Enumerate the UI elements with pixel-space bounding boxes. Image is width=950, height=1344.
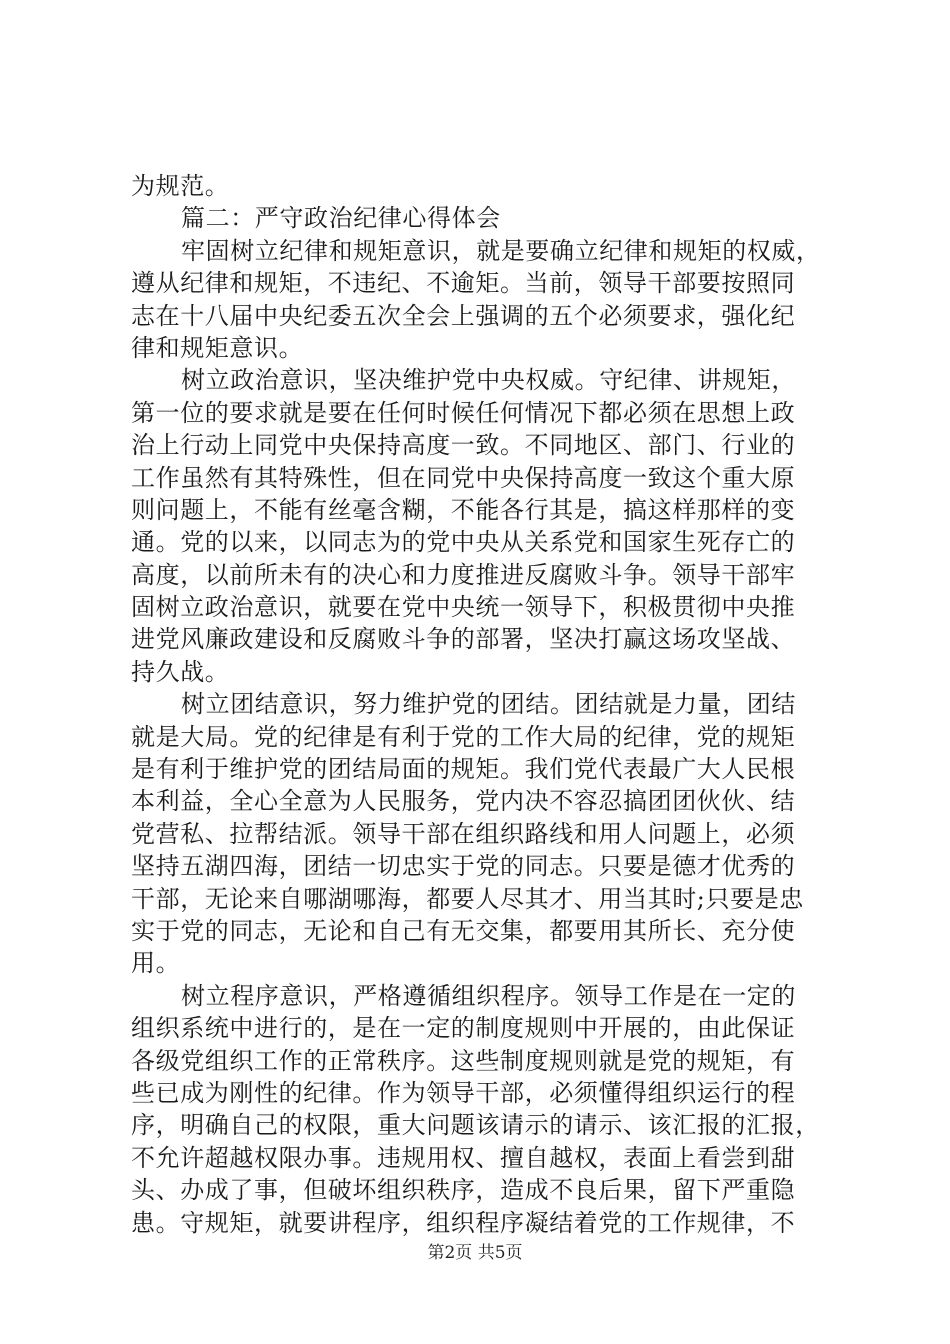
text-line: 篇二：严守政治纪律心得体会 xyxy=(181,204,501,233)
text-line: 不允许超越权限办事。违规用权、擅自越权，表面上看尝到甜 xyxy=(131,1143,796,1172)
text-line: 党营私、拉帮结派。领导干部在组织路线和用人问题上，必须 xyxy=(131,819,796,848)
text-line: 各级党组织工作的正常秩序。这些制度规则就是党的规矩，有 xyxy=(131,1046,796,1075)
text-line: 组织系统中进行的，是在一定的制度规则中开展的，由此保证 xyxy=(131,1014,796,1043)
text-line: 牢固树立纪律和规矩意识，就是要确立纪律和规矩的权威， xyxy=(181,236,821,265)
text-line: 律和规矩意识。 xyxy=(131,333,304,362)
text-line: 干部，无论来自哪湖哪海，都要人尽其才、用当其时;只要是忠 xyxy=(131,884,804,913)
text-line: 遵从纪律和规矩，不违纪、不逾矩。当前，领导干部要按照同 xyxy=(131,269,796,298)
text-line: 树立程序意识，严格遵循组织程序。领导工作是在一定的 xyxy=(181,981,796,1010)
page-footer: 第2页 共5页 xyxy=(427,1243,523,1263)
text-line: 头、办成了事，但破坏组织秩序，造成不良后果，留下严重隐 xyxy=(131,1176,796,1205)
text-line: 患。守规矩，就要讲程序，组织程序凝结着党的工作规律，不 xyxy=(131,1208,796,1237)
text-line: 序，明确自己的权限，重大问题该请示的请示、该汇报的汇报， xyxy=(131,1111,820,1140)
text-line: 本利益，全心全意为人民服务，党内决不容忍搞团团伙伙、结 xyxy=(131,787,796,816)
text-line: 实于党的同志，无论和自己有无交集，都要用其所长、充分使 xyxy=(131,916,796,945)
text-line: 志在十八届中央纪委五次全会上强调的五个必须要求，强化纪 xyxy=(131,301,796,330)
text-line: 树立团结意识，努力维护党的团结。团结就是力量，团结 xyxy=(181,690,796,719)
text-line: 为规范。 xyxy=(131,172,230,200)
text-line: 用。 xyxy=(131,949,181,978)
text-line: 工作虽然有其特殊性，但在同党中央保持高度一致这个重大原 xyxy=(131,463,796,492)
text-line: 高度，以前所未有的决心和力度推进反腐败斗争。领导干部牢 xyxy=(131,560,796,589)
text-line: 通。党的以来，以同志为的党中央从关系党和国家生死存亡的 xyxy=(131,528,796,557)
text-line: 治上行动上同党中央保持高度一致。不同地区、部门、行业的 xyxy=(131,431,796,460)
text-line: 第一位的要求就是要在任何时候任何情况下都必须在思想上政 xyxy=(131,398,796,427)
document-body xyxy=(131,170,831,1239)
text-line: 则问题上，不能有丝毫含糊，不能各行其是，搞这样那样的变 xyxy=(131,495,796,524)
text-line: 进党风廉政建设和反腐败斗争的部署，坚决打赢这场攻坚战、 xyxy=(131,625,796,654)
text-line: 些已成为刚性的纪律。作为领导干部，必须懂得组织运行的程 xyxy=(131,1078,796,1107)
text-line: 树立政治意识，坚决维护党中央权威。守纪律、讲规矩， xyxy=(181,366,796,395)
text-line: 是有利于维护党的团结局面的规矩。我们党代表最广大人民根 xyxy=(131,755,796,784)
text-line: 坚持五湖四海，团结一切忠实于党的同志。只要是德才优秀的 xyxy=(131,852,796,881)
text-line: 持久战。 xyxy=(131,657,230,686)
text-line: 固树立政治意识，就要在党中央统一领导下，积极贯彻中央推 xyxy=(131,593,796,622)
text-line: 就是大局。党的纪律是有利于党的工作大局的纪律，党的规矩 xyxy=(131,722,796,751)
